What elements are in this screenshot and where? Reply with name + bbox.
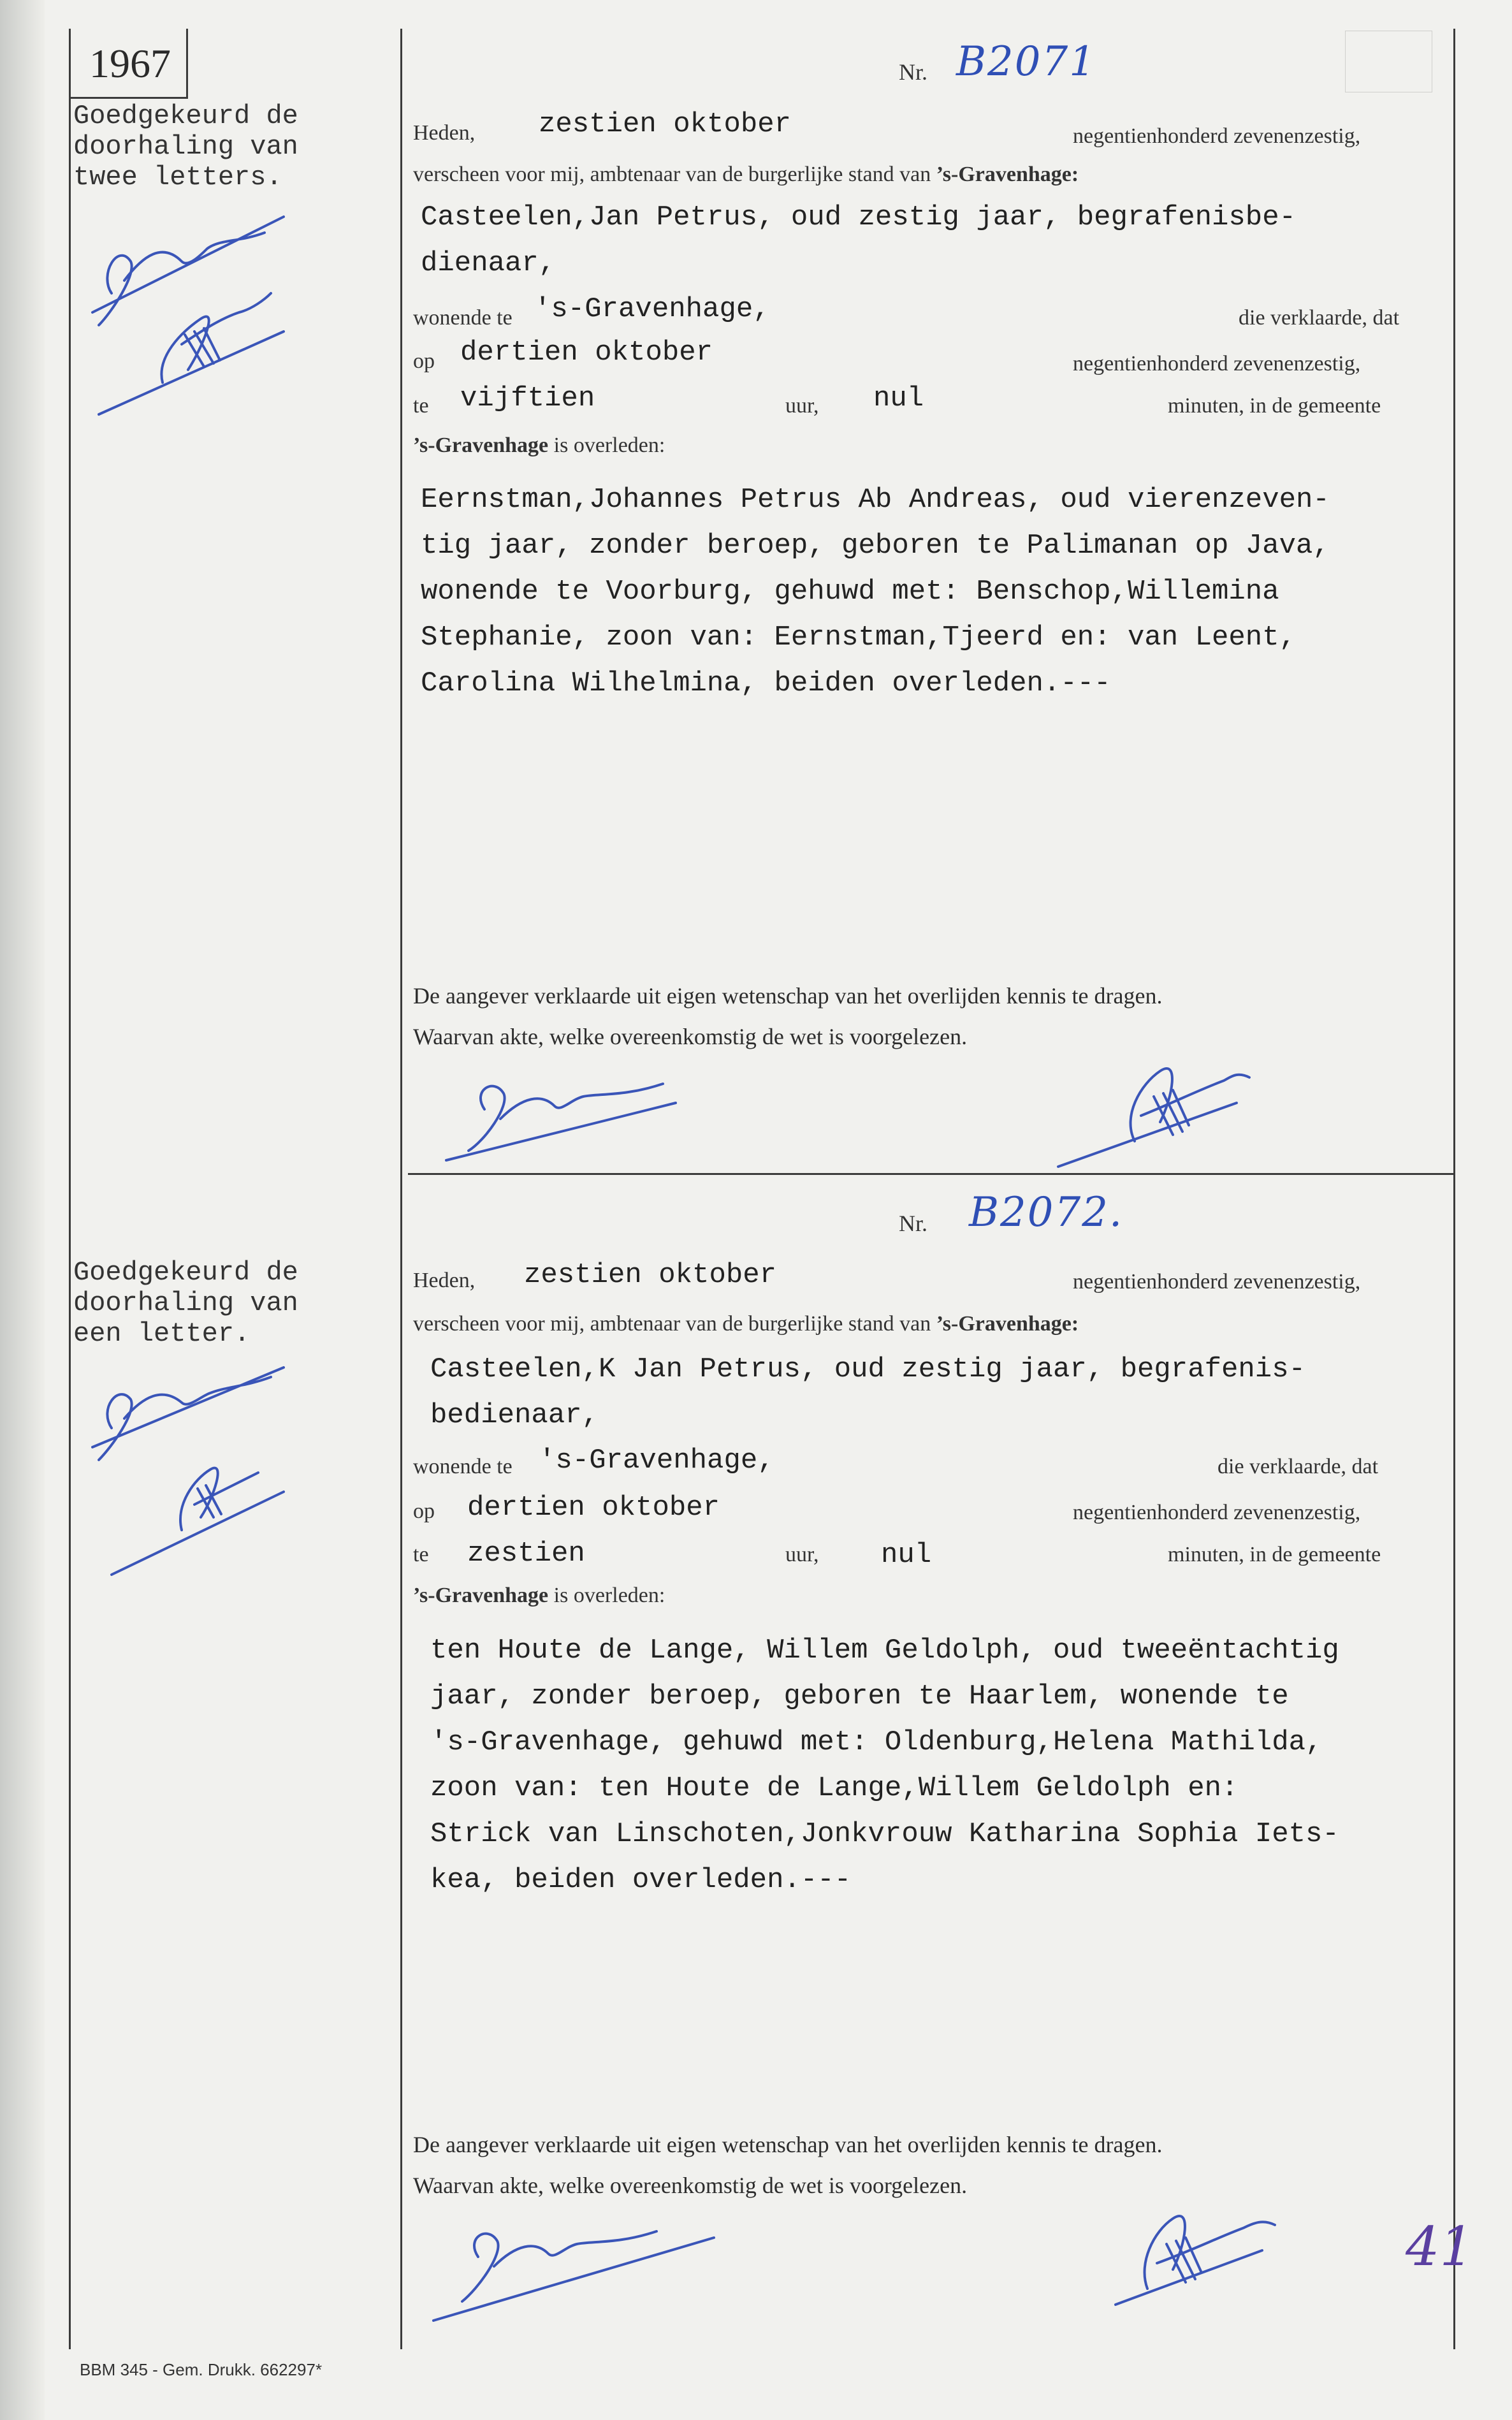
margin-note-line: doorhaling van [73,1288,298,1318]
uur-label-1: uur, [785,394,819,418]
heden-label-1: Heden, [413,121,476,145]
wonende-label-1: wonende te [413,306,512,330]
deceased-line: Stephanie, zoon van: Eernstman,Tjeerd en: van Leent, [421,622,1297,653]
minutes-1: nul [873,383,924,414]
margin-mark: 41 [1406,2215,1474,2278]
residence-2: 's-Gravenhage, [539,1445,774,1476]
deceased-line: zoon van: ten Houte de Lange,Willem Geldolph en: [430,1772,1239,1804]
year-words-2: negentienhonderd zevenenzestig, [1073,1270,1361,1294]
declarant-block-2 [430,1346,1463,1438]
year-words-1: negentienhonderd zevenenzestig, [1073,124,1361,148]
deceased-block-1 [421,477,1453,706]
column-divider [400,29,402,2349]
margin-note-line: doorhaling van [73,131,298,162]
page-binding [0,0,45,2420]
declarant-line: dienaar, [421,247,556,279]
te-label-1: te [413,394,429,418]
nr-label-1: Nr. [899,59,927,85]
op-label-1: op [413,349,435,373]
margin-note-2 [73,1257,347,1349]
overleden-line-2 [413,1584,665,1608]
deceased-line: Strick van Linschoten,Jonkvrouw Katharina Sophia Iets- [430,1818,1339,1850]
date-heden-2: zestien oktober [524,1259,777,1291]
hour-1: vijftien [460,383,595,414]
die-verklaarde-1: die verklaarde, dat [1239,306,1400,330]
nr-label-2: Nr. [899,1211,927,1236]
closing-line: De aangever verklaarde uit eigen wetenschap van het overlijden kennis te dragen. [413,2132,1163,2157]
margin-note-line: Goedgekeurd de [73,1257,298,1288]
residence-1: 's-Gravenhage, [534,293,770,325]
year-words-death-2: negentienhonderd zevenenzestig, [1073,1501,1361,1524]
is-overleden: is overleden: [553,1584,665,1607]
gemeente-heading: ’s-Gravenhage: [936,163,1079,186]
declarant-block-1 [421,194,1453,286]
closing-line: Waarvan akte, welke overeenkomstig de wet is voorgelezen. [413,2173,968,2198]
deceased-line: 's-Gravenhage, gehuwd met: Oldenburg,Helena Mathilda, [430,1726,1323,1758]
gemeente-short: ’s-Gravenhage [413,1584,549,1607]
overleden-line-1 [413,434,665,458]
signature-official-1 [1045,1046,1288,1173]
record-number-1: B2071 [956,38,1096,85]
hour-2: zestien [467,1538,585,1570]
closing-block-1 [413,975,1162,1057]
deceased-line: Eernstman,Johannes Petrus Ab Andreas, oud vierenzeven- [421,484,1330,516]
signature-declarant-1 [433,1071,701,1167]
deceased-line: wonende te Voorburg, gehuwd met: Benschop,Willemina [421,576,1279,608]
closing-line: De aangever verklaarde uit eigen wetenschap van het overlijden kennis te dragen. [413,983,1163,1009]
signature-official-2 [1109,2193,1300,2308]
signature-declarant-2 [414,2212,720,2327]
right-border [1453,29,1455,2349]
deceased-line: kea, beiden overleden.--- [430,1864,852,1896]
deceased-line: Carolina Wilhelmina, beiden overleden.--- [421,667,1111,699]
left-border [69,29,71,2349]
verscheen-line-2 [413,1312,1079,1336]
faded-corner-box [1345,31,1432,92]
margin-note-line: Goedgekeurd de [73,101,298,131]
margin-note-line: een letter. [73,1318,251,1349]
wonende-label-2: wonende te [413,1455,512,1478]
heden-label-2: Heden, [413,1269,476,1292]
margin-signatures-1 [73,204,341,434]
closing-block-2 [413,2124,1162,2206]
minutes-2: nul [881,1539,932,1571]
printer-footer: BBM 345 - Gem. Drukk. 662297* [80,2360,323,2379]
declarant-line: bedienaar, [430,1399,599,1431]
uur-label-2: uur, [785,1543,819,1566]
te-label-2: te [413,1543,429,1566]
margin-note-1 [73,101,347,193]
margin-signatures-2 [73,1358,341,1587]
date-heden-1: zestien oktober [539,108,792,140]
death-date-1: dertien oktober [460,337,713,368]
gemeente-heading: ’s-Gravenhage: [936,1312,1079,1336]
die-verklaarde-2: die verklaarde, dat [1218,1455,1379,1478]
declarant-line: Casteelen,K Jan Petrus, oud zestig jaar, begrafenis- [430,1353,1306,1385]
verscheen-line-1 [413,163,1079,187]
verscheen-text: verscheen voor mij, ambtenaar van de burgerlijke stand van [413,1312,931,1336]
register-year: 1967 [70,29,188,99]
record-number-2: B2072. [969,1189,1124,1236]
deceased-line: tig jaar, zonder beroep, geboren te Palimanan op Java, [421,530,1330,562]
closing-line: Waarvan akte, welke overeenkomstig de wet is voorgelezen. [413,1024,968,1049]
death-date-2: dertien oktober [467,1492,720,1524]
minuten-label-1: minuten, in de gemeente [1168,394,1381,418]
margin-note-line: twee letters. [73,162,282,193]
is-overleden: is overleden: [553,434,665,457]
verscheen-text: verscheen voor mij, ambtenaar van de burgerlijke stand van [413,163,931,186]
minuten-label-2: minuten, in de gemeente [1168,1543,1381,1566]
deceased-line: jaar, zonder beroep, geboren te Haarlem, wonende te [430,1680,1289,1712]
op-label-2: op [413,1499,435,1523]
deceased-block-2 [430,1628,1463,1903]
gemeente-short: ’s-Gravenhage [413,434,549,457]
deceased-line: ten Houte de Lange, Willem Geldolph, oud tweeëntachtig [430,1635,1339,1666]
year-words-death-1: negentienhonderd zevenenzestig, [1073,352,1361,375]
declarant-line: Casteelen,Jan Petrus, oud zestig jaar, begrafenisbe- [421,201,1297,233]
record-separator [408,1173,1453,1175]
